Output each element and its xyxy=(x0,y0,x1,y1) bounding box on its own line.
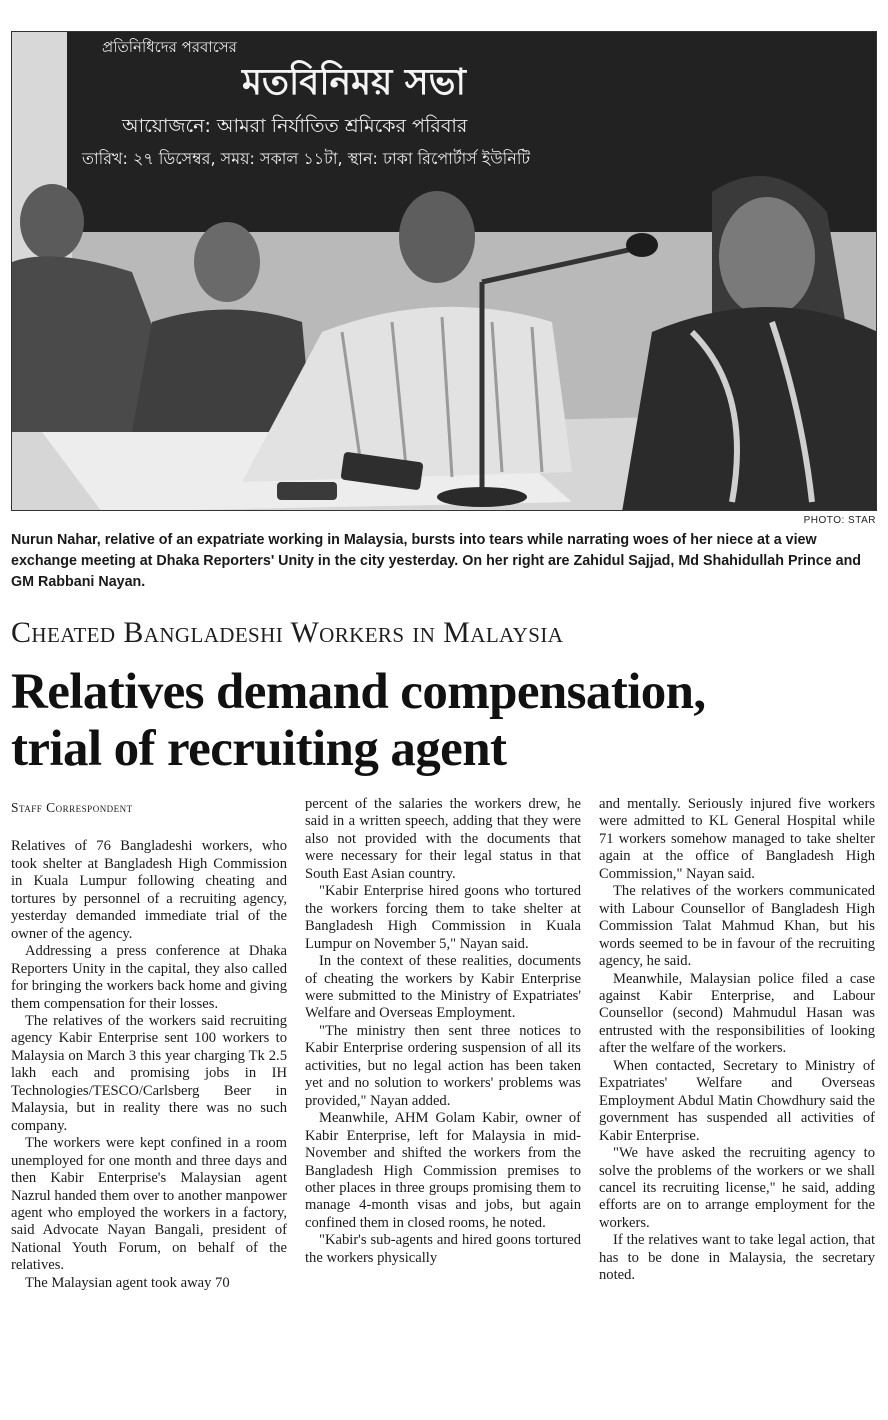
banner-line-1: প্রতিনিধিদের পরবাসের xyxy=(102,38,237,56)
paragraph: "Kabir's sub-agents and hired goons tortured the workers physically xyxy=(305,1232,581,1266)
article-body xyxy=(11,796,877,1420)
news-photo xyxy=(11,31,877,511)
paragraph: The relatives of the workers communicated with Labour Counsellor of Bangladesh High Commission Talat Mahmud Khan, but his words seemed to be in favour of the recruiting agency, he said. xyxy=(599,883,875,970)
banner-line-3: আয়োজনে: আমরা নির্যাতিত শ্রমিকের পরিবার xyxy=(122,115,468,137)
paragraph: "We have asked the recruiting agency to solve the problems of the workers or we shall cancel its recruiting license," he said, adding efforts are on to arrange employment for the workers. xyxy=(599,1145,875,1231)
article-column-2 xyxy=(305,796,581,1420)
paragraph: In the context of these realities, documents of cheating the workers by Kabir Enterprise were submitted to the Ministry of Expatriates' Welfare and Overseas Employment. xyxy=(305,953,581,1022)
paragraph: "Kabir Enterprise hired goons who tortured the workers forcing them to take shelter at Bangladesh High Commission in Kuala Lumpur on November 5," Nayan said. xyxy=(305,883,581,952)
headline-line-1: Relatives demand compensation, xyxy=(11,664,706,720)
paragraph: and mentally. Seriously injured five workers were admitted to KL General Hospital while 71 workers somehow managed to take shelter again at the office of Bangladesh High Commission," Nayan said. xyxy=(599,796,875,882)
headline-line-2: trial of recruiting agent xyxy=(11,721,507,777)
paragraph: If the relatives want to take legal action, that has to be done in Malaysia, the secretary noted. xyxy=(599,1232,875,1284)
paragraph: The Malaysian agent took away 70 xyxy=(25,1274,230,1291)
banner-line-4: তারিখ: ২৭ ডিসেম্বর, সময়: সকাল ১১টা, স্থান: ঢাকা রিপোর্টার্স ইউনিটি xyxy=(82,149,531,168)
paragraph: percent of the salaries the workers drew, he said in a written speech, adding that they were also not provided with the documents that were necessary for their legal status in that South East Asian country. xyxy=(305,796,581,882)
photo-caption: Nurun Nahar, relative of an expatriate working in Malaysia, bursts into tears while narrating woes of her niece at a view exchange meeting at Dhaka Reporters' Unity in the city yesterday. On her right are Zahidul Sajjad, Md Shahidullah Prince and GM Rabbani Nayan. xyxy=(11,532,862,590)
paragraph: "The ministry then sent three notices to Kabir Enterprise ordering suspension of all its activities, but no legal action has been taken yet and no solution to workers' problems was provided," Nayan added. xyxy=(305,1022,581,1109)
photo-credit: PHOTO: STAR xyxy=(803,515,876,526)
photo-illustration xyxy=(12,32,877,511)
article-column-1 xyxy=(11,796,287,1420)
article-kicker: Cheated Bangladeshi Workers in Malaysia xyxy=(11,616,564,649)
byline: Staff Correspondent xyxy=(11,800,133,815)
paragraph: The workers were kept confined in a room unemployed for one month and three days and then Kabir Enterprise's Malaysian agent Nazrul handed them over to another manpower agent who employed the workers in a factory, said Advocate Nayan Bangali, president of National Youth Forum, on behalf of the relatives. xyxy=(11,1135,287,1274)
paragraph: When contacted, Secretary to Ministry of Expatriates' Welfare and Overseas Employment Abdul Matin Chowdhury said the government has suspended all activities of Kabir Enterprise. xyxy=(599,1057,875,1144)
paragraph: The relatives of the workers said recruiting agency Kabir Enterprise sent 100 workers to Malaysia on March 3 this year charging Tk 2.5 lakh each and promising jobs in IH Technologies/TESCO/Carlsberg Beer in Malaysia, but in reality there was no such company. xyxy=(11,1012,287,1134)
paragraph: Meanwhile, AHM Golam Kabir, owner of Kabir Enterprise, left for Malaysia in mid-November and shifted the workers from the Bangladesh High Commission premises to other places in three groups promising them to manage 4-month visas and jobs, but again confined them in closed rooms, he noted. xyxy=(305,1110,581,1231)
paragraph: Relatives of 76 Bangladeshi workers, who took shelter at Bangladesh High Commission in Kuala Lumpur following cheating and tortures by personnel of a recruiting agency, yesterday demanded immediate trial of the owner of the agency. xyxy=(11,838,287,942)
paragraph: Addressing a press conference at Dhaka Reporters Unity in the capital, they also called for bringing the workers back home and giving them compensation for their losses. xyxy=(11,943,287,1012)
banner-line-2: মতবিনিময় সভা xyxy=(242,62,466,103)
article-column-3 xyxy=(599,796,875,1420)
paragraph: Meanwhile, Malaysian police filed a case against Kabir Enterprise, and Labour Counsellor (second) Mahmudul Hasan was entrusted with the responsibilities of looking after the welfare of the workers. xyxy=(599,970,875,1057)
article-headline xyxy=(11,664,883,778)
